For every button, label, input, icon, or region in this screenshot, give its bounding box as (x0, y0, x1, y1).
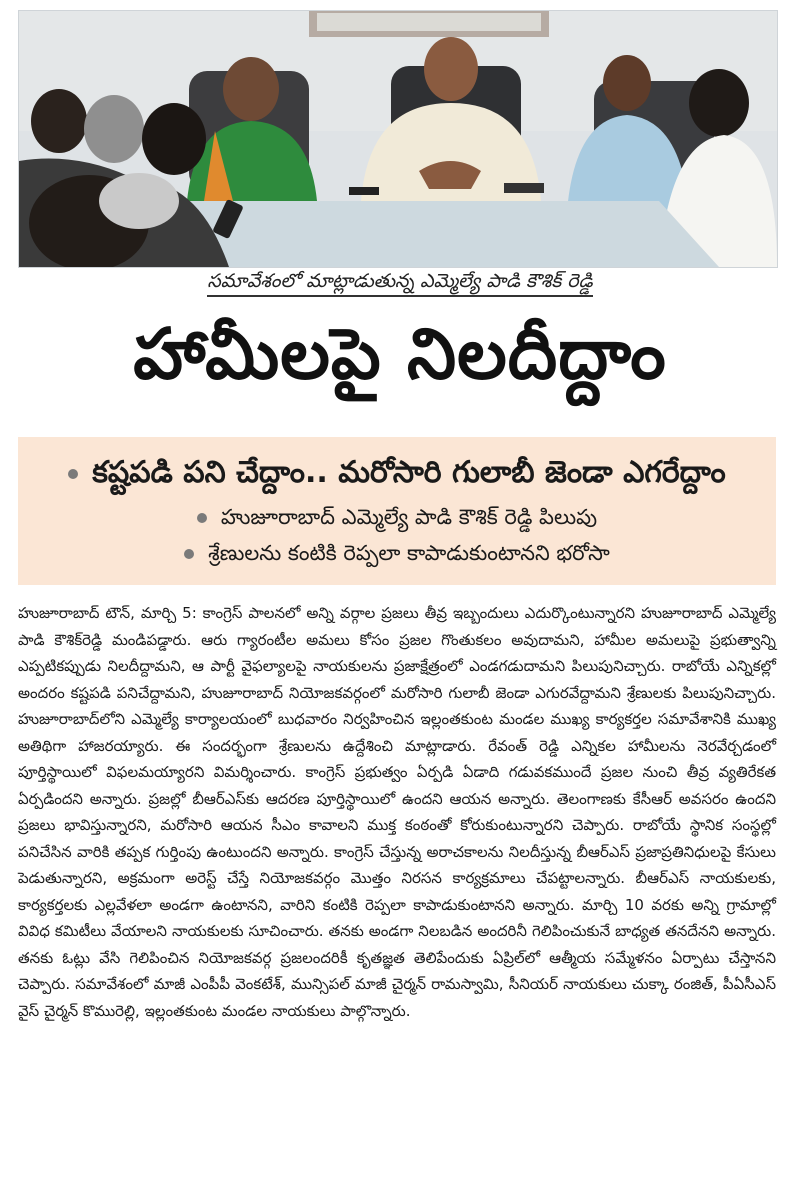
summary-bullet-3-text: శ్రేణులను కంటికి రెప్పలా కాపాడుకుంటానని భరోసా (208, 541, 610, 565)
summary-bullet-1 (18, 455, 776, 497)
article-body: హుజూరాబాద్ టౌన్, మార్చి 5: కాంగ్రెస్ పాలనలో అన్ని వర్గాల ప్రజలు తీవ్ర ఇబ్బందులు ఎదుర్కొంటున్నారని హుజూరాబాద్ ఎమ్మెల్యే పాడి కౌశిక్‌రెడ్డి మండిపడ్డారు. ఆరు గ్యారంటీల అమలు కోసం ప్రజల గొంతుకలం అవుదామని, హామీల అమలుపై ప్రభుత్వాన్ని ఎప్పటికప్పుడు నిలదీద్దామని, ఆ పార్టీ వైఫల్యాలపై నాయకులను ప్రజాక్షేత్రంలో ఎండగడుదామని పిలుపునిచ్చారు. రాబోయే ఎన్నికల్లో అందరం కష్టపడి పనిచేద్దామని, హుజూరాబాద్ నియోజకవర్గంలో మరోసారి గులాబీ జెండా ఎగురవేద్దామని శ్రేణులకు పిలుపునిచ్చారు. హుజూరాబాద్‌లోని ఎమ్మెల్యే కార్యాలయంలో బుధవారం నిర్వహించిన ఇల్లంతకుంట మండల ముఖ్య కార్యకర్తల సమావేశానికి ముఖ్య అతిథిగా హాజరయ్యారు. ఈ సందర్భంగా శ్రేణులను ఉద్దేశించి మాట్లాడారు. రేవంత్ రెడ్డి ఎన్నికల హామీలను నెరవేర్చడంలో పూర్తిస్థాయిలో విఫలమయ్యారని విమర్శించారు. కాంగ్రెస్ ప్రభుత్వం ఏర్పడి ఏడాది గడువకముందే ప్రజల నుంచి తీవ్ర వ్యతిరేకత ఏర్పడిందని అన్నారు. ప్రజల్లో బీఆర్ఎస్‌కు ఆదరణ పూర్తిస్థాయిలో ఉందని ఆయన అన్నారు. తెలంగాణకు కేసీఆర్ అవసరం ఉందని ప్రజలు భావిస్తున్నారని, మరోసారి ఆయన సీఎం కావాలని ముక్త కంఠంతో కోరుకుంటున్నారని చెప్పారు. రాబోయే స్థానిక సంస్థల్లో పనిచేసిన వారికి తప్పక గుర్తింపు ఉంటుందని అన్నారు. కాంగ్రెస్ చేస్తున్న అరాచకాలను నిలదీస్తున్న బీఆర్ఎస్ ప్రజాప్రతినిధులపై కేసులు పెడుతున్నారని, అక్రమంగా అరెస్ట్ చేస్తే నియోజకవర్గం మొత్తం నిరసన కార్యక్రమాలు చేపట్టాలన్నారు. బీఆర్ఎస్ నాయకులకు, కార్యకర్తలకు ఎల్లవేళలా అండగా ఉంటానని, వారిని కంటికి రెప్పలా కాపాడుకుంటానని అన్నారు. మార్చి 10 వరకు అన్ని గ్రామాల్లో వివిధ కమిటీలు వేయాలని నాయకులకు సూచించారు. తనకు అండగా నిలబడిన అందరినీ గెలిపించుకునే బాధ్యత తనదేనని అన్నారు. తనకు ఓట్లు వేసి గెలిపించిన నియోజకవర్గ ప్రజలందరికీ కృతజ్ఞత తెలిపేందుకు ఏప్రిల్‌లో ఆత్మీయ సమ్మేళనం ఏర్పాటు చేస్తానని చెప్పారు. సమావేశంలో మాజీ ఎంపీపీ వెంకటేశ్, మున్సిపల్ మాజీ చైర్మన్ రామస్వామి, సీనియర్ నాయకులు చుక్కా రంజిత్, పీఏసీఎస్ వైస్ చైర్మన్ కొమురెల్లి, ఇల్లంతకుంట మండల నాయకులు పాల్గొన్నారు. (18, 604, 776, 1020)
summary-bullet-1-text: కష్టపడి పని చేద్దాం.. మరోసారి గులాబీ జెండా ఎగరేద్దాం (92, 455, 726, 490)
photo-caption (0, 270, 800, 297)
bullet-icon (184, 549, 194, 559)
bullet-icon (197, 513, 207, 523)
summary-bullet-2 (18, 505, 776, 535)
meeting-photo (18, 10, 778, 268)
bullet-icon (68, 469, 78, 479)
headline: హామీలపై నిలదీద్దాం (133, 313, 667, 395)
summary-bullet-3 (18, 541, 776, 571)
photo-caption-text: సమావేశంలో మాట్లాడుతున్న ఎమ్మెల్యే పాడి కౌశిక్ రెడ్డి (207, 270, 592, 297)
summary-box (18, 437, 776, 585)
summary-bullet-2-text: హుజూరాబాద్ ఎమ్మెల్యే పాడి కౌశిక్ రెడ్డి పిలుపు (220, 505, 598, 529)
